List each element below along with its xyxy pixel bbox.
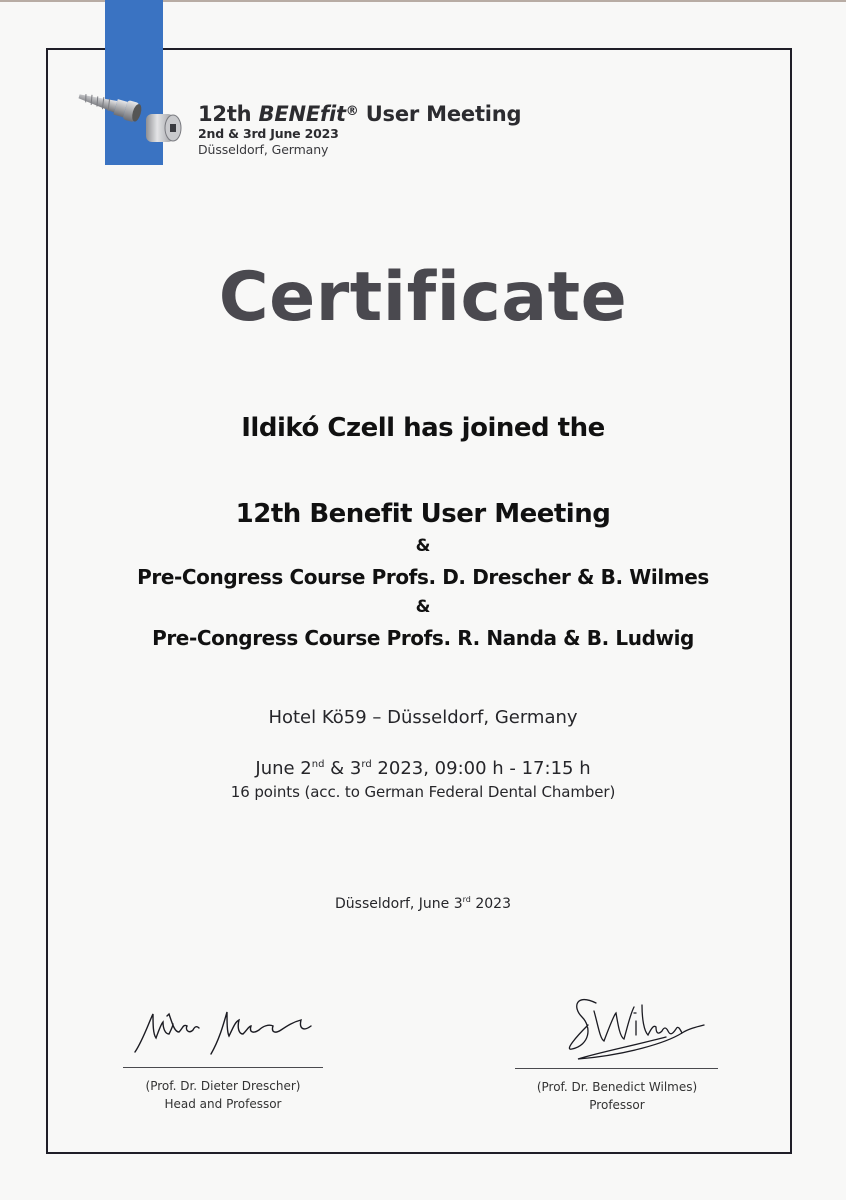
signatory-name: (Prof. Dr. Dieter Drescher)	[145, 1079, 301, 1093]
ampersand-2: &	[415, 597, 431, 617]
handwritten-signature-icon	[123, 1000, 323, 1060]
event-name: 12th Benefit User Meeting	[235, 499, 611, 529]
signature-line-right	[515, 1068, 718, 1069]
handwritten-signature-icon	[516, 985, 716, 1065]
event-header-title: 12th BENEfit® User Meeting	[198, 102, 522, 126]
signatory-name: (Prof. Dr. Benedict Wilmes)	[536, 1080, 698, 1094]
certificate-title: Certificate	[218, 258, 628, 337]
screw-implant-icon	[76, 86, 188, 146]
signatory-role: Professor	[589, 1098, 645, 1112]
event-header	[198, 100, 521, 158]
signatory-left	[103, 1077, 343, 1113]
ampersand-1: &	[415, 536, 431, 556]
event-dates-times: June 2nd & 3rd 2023, 09:00 h - 17:15 h	[255, 758, 591, 779]
signature-line-left	[123, 1067, 323, 1068]
course-nanda-ludwig: Pre-Congress Course Profs. R. Nanda & B. Ludwig	[152, 626, 694, 650]
event-header-location: Düsseldorf, Germany	[198, 142, 329, 157]
brand-name: BENEfit	[258, 102, 346, 126]
signatory-right	[497, 1078, 737, 1114]
venue: Hotel Kö59 – Düsseldorf, Germany	[268, 707, 578, 728]
signature-wilmes	[506, 985, 726, 1065]
issue-place-date: Düsseldorf, June 3rd 2023	[335, 895, 511, 912]
signatory-role: Head and Professor	[164, 1097, 282, 1111]
course-drescher-wilmes: Pre-Congress Course Profs. D. Drescher & B. Wilmes	[137, 565, 709, 589]
registered-mark: ®	[345, 104, 359, 119]
cme-points: 16 points (acc. to German Federal Dental Chamber)	[230, 783, 616, 801]
event-header-dates: 2nd & 3rd June 2023	[198, 126, 339, 141]
recipient-line: Ildikó Czell has joined the	[241, 413, 605, 443]
signature-drescher	[113, 1000, 333, 1060]
